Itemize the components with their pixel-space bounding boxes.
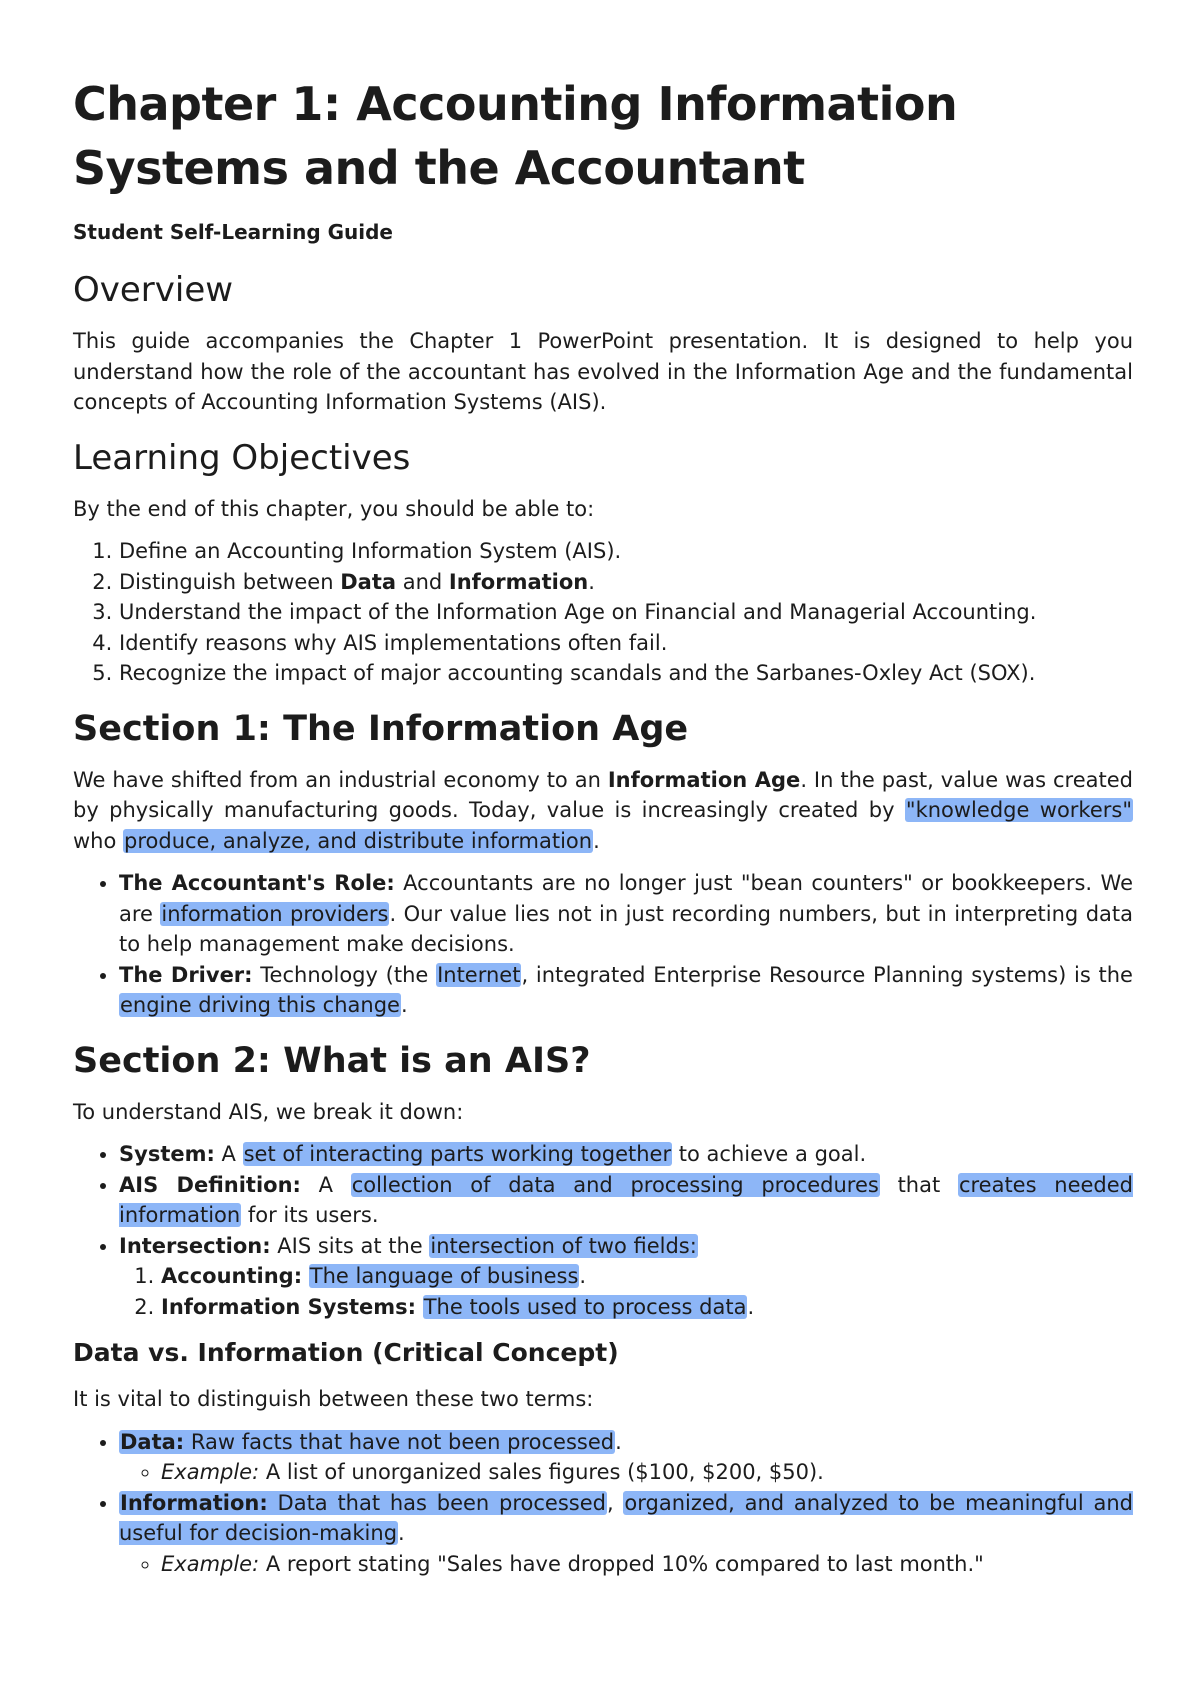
- list-item: • System: A set of interacting parts working together to achieve a goal.: [119, 1139, 1133, 1170]
- highlight: information providers: [161, 901, 389, 926]
- highlight: engine driving this change: [120, 993, 400, 1017]
- example-sublist: [119, 1549, 1133, 1580]
- list-item: • Data: Raw facts that have not been processed. ◦ Example: A list of unorganized sales figures ($100, $200, $50).: [119, 1427, 1133, 1488]
- highlight: The tools used to process data: [423, 1294, 747, 1319]
- highlight: Information: Data that has been processed: [120, 1490, 606, 1515]
- highlight: The language of business: [309, 1264, 579, 1288]
- highlight: set of interacting parts working together: [243, 1142, 672, 1166]
- data-vs-information-list: [73, 1427, 1133, 1580]
- document-title: Chapter 1: Accounting Information Systems and the Accountant: [73, 77, 958, 195]
- objective-item: 5. Recognize the impact of major accounting scandals and the Sarbanes-Oxley Act (SOX).: [119, 658, 1133, 689]
- document-subtitle: Student Self-Learning Guide: [73, 220, 393, 244]
- objective-item: 2. Distinguish between Data and Information.: [119, 567, 1133, 598]
- objective-item: 3. Understand the impact of the Information Age on Financial and Managerial Accounting.: [119, 597, 1133, 628]
- highlight: intersection of two fields:: [430, 1233, 697, 1258]
- list-item: • Information: Data that has been processed, organized, and analyzed to be meaningful and useful for decision-making. ◦ Example: A report stating "Sales have dropped 10% compared to last month.": [119, 1488, 1133, 1580]
- highlight: produce, analyze, and distribute information: [124, 828, 593, 853]
- sublist-item: 1. Accounting: The language of business.: [161, 1261, 1133, 1292]
- highlight: organized, and analyzed to be meaningful and useful for decision-making: [119, 1490, 1133, 1545]
- list-item: • Intersection: AIS sits at the intersection of two fields: 1. Accounting: The language of business. 2. Information Systems: The tools used to process data.: [119, 1231, 1133, 1323]
- section2-heading: Section 2: What is an AIS?: [73, 1040, 591, 1081]
- data-vs-information-intro: It is vital to distinguish between these two terms:: [73, 1387, 594, 1411]
- list-item: • The Accountant's Role: Accountants are no longer just "bean counters" or bookkeepers. We are information providers. Our value lies not in just recording numbers, but in interpreting data to help management make decisions.: [119, 868, 1133, 960]
- overview-heading: Overview: [73, 270, 234, 310]
- objectives-heading: Learning Objectives: [73, 437, 411, 478]
- list-item: • The Driver: Technology (the Internet, integrated Enterprise Resource Planning systems) is the engine driving this change.: [119, 960, 1133, 1021]
- highlight: Data: Raw facts that have not been processed: [120, 1429, 615, 1454]
- intersection-sublist: [119, 1261, 1133, 1322]
- example-sublist: [119, 1457, 1133, 1488]
- sublist-item: 2. Information Systems: The tools used to process data.: [161, 1292, 1133, 1323]
- document-content: [73, 72, 1133, 1591]
- section1-paragraph: We have shifted from an industrial economy to an Information Age. In the past, value was created by physically manufacturing goods. Today, value is increasingly created by "knowledge workers" who produce, analyze, and distribute information.: [73, 767, 1133, 853]
- highlight: "knowledge workers": [905, 798, 1132, 822]
- highlight: creates needed information: [119, 1172, 1133, 1227]
- section2-intro: To understand AIS, we break it down:: [73, 1099, 464, 1124]
- objective-item: 1. Define an Accounting Information System (AIS).: [119, 536, 1133, 567]
- data-vs-information-heading: Data vs. Information (Critical Concept): [73, 1338, 619, 1367]
- example-item: ◦ Example: A list of unorganized sales figures ($100, $200, $50).: [161, 1457, 1133, 1488]
- section2-list: [73, 1139, 1133, 1322]
- list-item: • AIS Definition: A collection of data and processing procedures that creates needed information for its users.: [119, 1170, 1133, 1231]
- section1-heading: Section 1: The Information Age: [73, 708, 689, 749]
- objectives-intro: By the end of this chapter, you should be able to:: [73, 496, 595, 521]
- objectives-list: [73, 536, 1133, 689]
- objective-item: 4. Identify reasons why AIS implementations often fail.: [119, 628, 1133, 659]
- overview-text: This guide accompanies the Chapter 1 PowerPoint presentation. It is designed to help you understand how the role of the accountant has evolved in the Information Age and the fundamental concepts of Accounting Information Systems (AIS).: [73, 329, 1133, 414]
- highlight: collection of data and processing procedures: [351, 1172, 879, 1197]
- section1-list: [73, 868, 1133, 1021]
- highlight: Internet: [437, 962, 521, 987]
- example-item: ◦ Example: A report stating "Sales have dropped 10% compared to last month.": [161, 1549, 1133, 1580]
